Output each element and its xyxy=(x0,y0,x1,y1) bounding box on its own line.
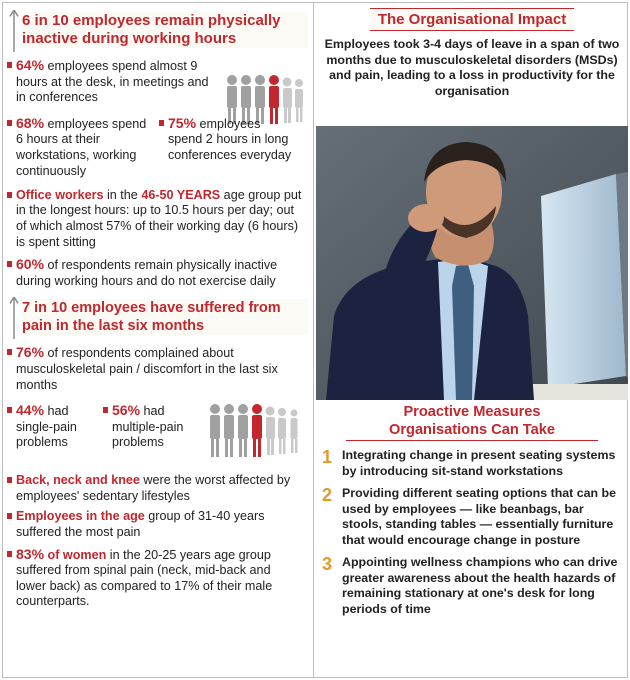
stat-76: 76% of respondents complained about musculoskeletal pain / discomfort in the last six months xyxy=(6,345,296,393)
measures-list xyxy=(320,448,626,624)
impact-title-block xyxy=(316,8,628,31)
measure-item: 2 Providing different seating options that can be used by employees — like beanbags, bar stools, standing tables — essentially furniture that would encourage change in posture xyxy=(322,485,616,547)
stat-68: 68% employees spend 6 hours at their workstations, working continuously xyxy=(6,116,156,179)
stat-44: 44% had single-pain problems xyxy=(6,403,98,451)
stat-56: 56% had multiple-pain problems xyxy=(102,403,206,451)
impact-text: Employees took 3-4 days of leave in a span of two months due to musculoskeletal disorders (MSDs) and pain, leading to a loss in productivity for the organisation xyxy=(324,37,620,98)
right-column xyxy=(316,4,628,676)
measure-item: 1 Integrating change in present seating systems by introducing sit-stand workstations xyxy=(322,447,616,478)
man-neck-pain-photo xyxy=(316,126,628,400)
stat-75: 75% employees spend 2 hours in long conferences everyday xyxy=(158,116,298,164)
section2-heading-block xyxy=(6,297,308,339)
impact-title: The Organisational Impact xyxy=(370,8,574,31)
left-column xyxy=(6,6,308,674)
stat-office-workers: Office workers in the 46-50 YEARS age group put in the longest hours: up to 10.5 hours per day; out of which almost 57% of their working day (6 hours) is spent sitting xyxy=(6,188,302,250)
title-underline xyxy=(346,440,598,441)
section2-heading: 7 in 10 employees have suffered from pain in the last six months xyxy=(22,299,308,335)
section1-heading: 6 in 10 employees remain physically inactive during working hours xyxy=(22,12,308,48)
people-group-icon xyxy=(206,403,306,459)
stat-back-neck-knee: Back, neck and knee were the worst affected by employees' sedentary lifestyles xyxy=(6,473,302,504)
stat-age-31-40: Employees in the age group of 31-40 years suffered the most pain xyxy=(6,509,296,540)
proactive-measures-title: Proactive Measures Organisations Can Take xyxy=(389,404,555,438)
stat-83: 83% of women in the 20-25 years age group suffered from spinal pain (neck, mid-back and lower back) as compared to 17% of their male counterparts. xyxy=(6,547,302,610)
measure-item: 3 Appointing wellness champions who can drive greater awareness about the health hazards of remaining stationary at one's desk for long periods of time xyxy=(322,554,618,616)
stat-64: 64% employees spend almost 9 hours at the desk, in meetings and in conferences xyxy=(6,58,216,106)
section1-heading-block xyxy=(6,10,308,52)
heading-accent-line-icon xyxy=(8,10,20,52)
heading-accent-line-icon xyxy=(8,297,20,339)
stat-60: 60% of respondents remain physically inactive during working hours and do not exercise daily xyxy=(6,257,302,289)
column-divider xyxy=(313,2,314,678)
